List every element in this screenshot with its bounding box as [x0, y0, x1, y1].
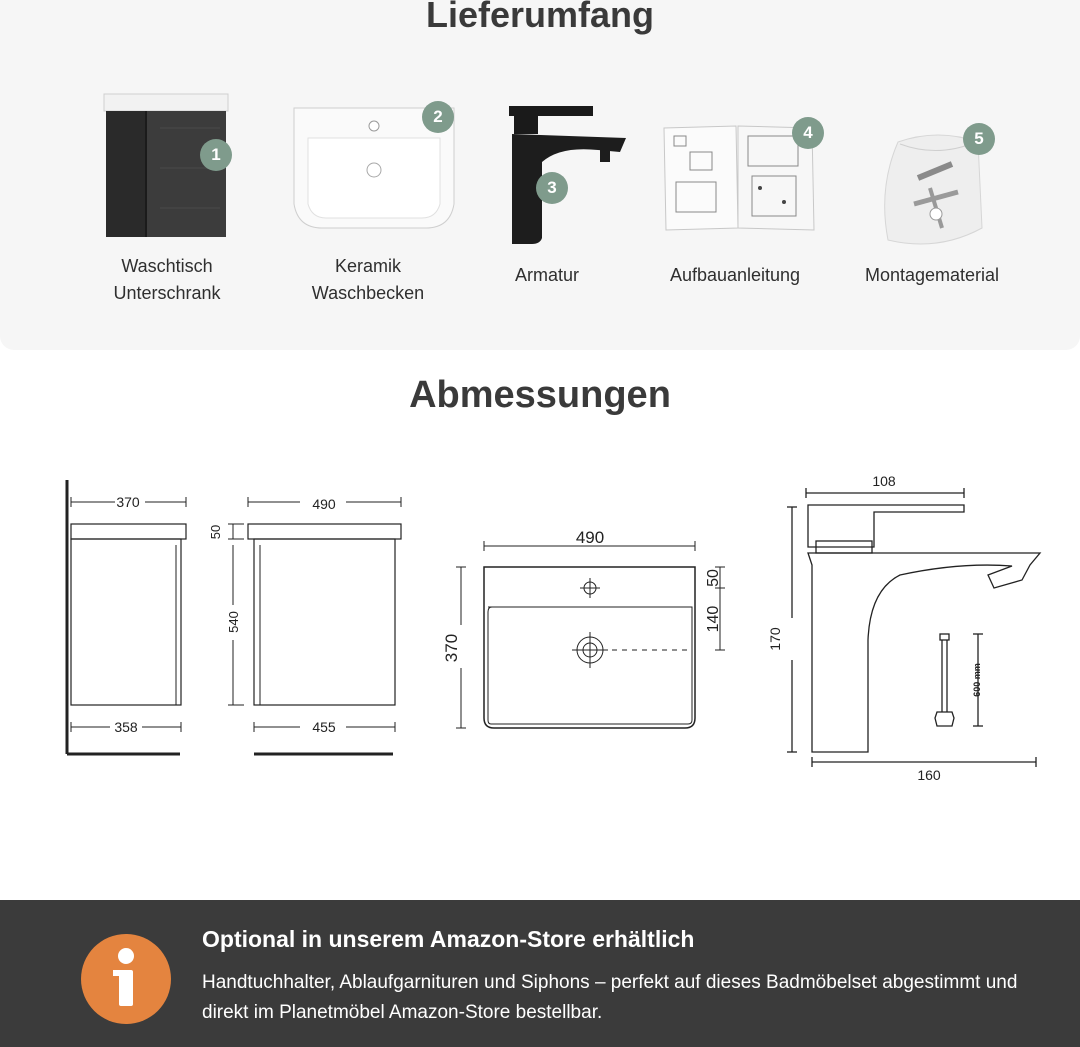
dim-faucet-height: 170 — [767, 627, 783, 651]
dim-basin-width: 490 — [575, 528, 605, 547]
item-number-badge: 1 — [200, 139, 232, 171]
delivery-title: Lieferumfang — [425, 0, 655, 35]
dim-cabinet-front-top: 490 — [312, 496, 336, 512]
dim-cabinet-front-bottom: 455 — [312, 719, 336, 735]
cabinet-front-drawing — [228, 497, 401, 754]
item-label: Montagematerial — [864, 265, 1000, 285]
item-number-badge: 2 — [422, 101, 454, 133]
item-number-badge: 5 — [963, 123, 995, 155]
item-number-badge: 3 — [536, 172, 568, 204]
item-label: Armatur — [514, 265, 579, 285]
dim-cabinet-front-body-height: 540 — [226, 611, 241, 633]
dim-faucet-base: 160 — [917, 767, 941, 783]
info-title: Optional in unserem Amazon-Store erhältlich — [202, 926, 695, 952]
item-label: Waschtisch Unterschrank — [113, 256, 221, 303]
dim-cabinet-side-top: 370 — [116, 494, 140, 510]
dim-basin-depth: 370 — [442, 633, 461, 663]
info-text: Handtuchhalter, Ablaufgarnituren und Siphons – perfekt auf dieses Badmöbelset abgestimmt und direkt im Planetmöbel Amazon-Store bestellbar. — [202, 972, 1018, 1023]
dim-cabinet-side-bottom: 358 — [114, 719, 138, 735]
item-label: Keramik Waschbecken — [311, 256, 425, 303]
item-label: Aufbauanleitung — [669, 265, 801, 285]
dim-basin-rim: 50 — [705, 569, 722, 587]
dim-cabinet-front-top-height: 50 — [208, 524, 223, 540]
item-number-badge: 4 — [792, 117, 824, 149]
info-icon — [81, 934, 171, 1024]
dim-faucet-spout: 108 — [872, 473, 896, 489]
dim-basin-drain-offset: 140 — [705, 605, 722, 633]
basin-top-drawing — [456, 541, 725, 728]
dimensions-title: Abmessungen — [409, 374, 671, 416]
dim-hose-length: 600 mm — [972, 663, 982, 697]
faucet-drawing — [787, 488, 1040, 767]
cabinet-side-drawing — [67, 480, 186, 754]
